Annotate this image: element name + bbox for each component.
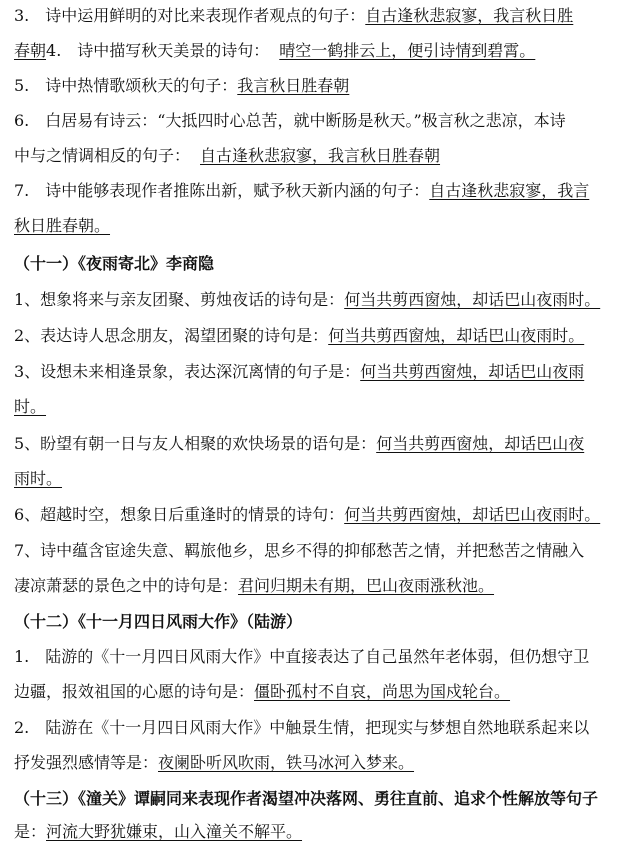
line-24: 是：河流大野犹嫌束，山入潼关不解平。 xyxy=(14,822,303,841)
line-5: 中与之情调相反的句子： 自古逢秋悲寂寥，我言秋日胜春朝 xyxy=(14,146,441,165)
answer: 晴空一鹤排云上，便引诗情到碧霄。 xyxy=(279,41,536,60)
line-3: 5. 诗中热情歌颂秋天的句子：我言秋日胜春朝 xyxy=(14,76,350,95)
line-7 xyxy=(14,214,632,240)
answer: 自古逢秋悲寂寥，我言秋日胜春朝 xyxy=(200,146,441,165)
line-10: 2、表达诗人思念朋友，渴望团聚的诗句是：何当共剪西窗烛，却话巴山夜雨时。 xyxy=(14,326,585,345)
line-1: 3. 诗中运用鲜明的对比来表现作者观点的句子：自古逢秋悲寂寥，我言秋日胜 xyxy=(14,6,574,25)
answer: 何当共剪西窗烛，却话巴山夜雨 xyxy=(360,362,585,381)
answer: 我言秋日胜春朝 xyxy=(237,76,350,95)
answer: 何当共剪西窗烛，却话巴山夜雨时。 xyxy=(344,290,601,309)
answer: 何当共剪西窗烛，却话巴山夜雨时。 xyxy=(344,505,601,524)
line-14 xyxy=(14,467,632,493)
answer: 何当共剪西窗烛，却话巴山夜雨时。 xyxy=(328,326,585,345)
line-21: 2. 陆游在《十一月四日风雨大作》中触景生情，把现实与梦想自然地联系起来以 xyxy=(14,718,590,737)
answer: 春朝 xyxy=(14,41,47,60)
line-4: 6. 白居易有诗云：“大抵四时心总苦，就中断肠是秋天。”极言秋之悲凉，本诗 xyxy=(14,111,566,130)
answer: 雨时。 xyxy=(14,469,63,488)
line-6: 7. 诗中能够表现作者推陈出新，赋予秋天新内涵的句子：自古逢秋悲寂寥，我言 xyxy=(14,181,590,200)
line-16: 7、诗中蕴含宦途失意、羁旅他乡，思乡不得的抑郁愁苦之情，并把愁苦之情融入 xyxy=(14,541,585,560)
section-heading-11: （十一）《夜雨寄北》李商隐 xyxy=(14,254,215,273)
line-20: 边疆，报效祖国的心愿的诗句是：僵卧孤村不自哀，尚思为国戍轮台。 xyxy=(14,682,511,701)
answer: 夜阑卧听风吹雨，铁马冰河入梦来。 xyxy=(158,753,415,772)
answer: 君问归期未有期，巴山夜雨涨秋池。 xyxy=(238,576,495,595)
line-19: 1. 陆游的《十一月四日风雨大作》中直接表达了自己虽然年老体弱，但仍想守卫 xyxy=(14,647,590,666)
line-22: 抒发强烈感情等是：夜阑卧听风吹雨，铁马冰河入梦来。 xyxy=(14,753,415,772)
answer: 何当共剪西窗烛，却话巴山夜 xyxy=(376,434,585,453)
section-heading-12: （十二）《十一月四日风雨大作》（陆游） xyxy=(14,612,303,631)
section-heading-13: （十三）《潼关》谭嗣同来表现作者渴望冲决落网、勇往直前、追求个性解放等句子 xyxy=(14,789,599,808)
answer: 河流大野犹嫌束，山入潼关不解平。 xyxy=(46,822,303,841)
line-17: 凄凉萧瑟的景色之中的诗句是：君问归期未有期，巴山夜雨涨秋池。 xyxy=(14,576,495,595)
answer: 秋日胜春朝。 xyxy=(14,216,111,235)
line-9: 1、想象将来与亲友团聚、剪烛夜话的诗句是：何当共剪西窗烛，却话巴山夜雨时。 xyxy=(14,290,601,309)
line-13: 5、盼望有朝一日与友人相聚的欢快场景的语句是：何当共剪西窗烛，却话巴山夜 xyxy=(14,434,585,453)
answer: 自古逢秋悲寂寥，我言 xyxy=(429,181,590,200)
answer: 僵卧孤村不自哀，尚思为国戍轮台。 xyxy=(254,682,511,701)
line-2: 春朝4. 诗中描写秋天美景的诗句： 晴空一鹤排云上，便引诗情到碧霄。 xyxy=(14,41,536,60)
line-15: 6、超越时空，想象日后重逢时的情景的诗句：何当共剪西窗烛，却话巴山夜雨时。 xyxy=(14,505,601,524)
line-11: 3、设想未来相逢景象，表达深沉离情的句子是：何当共剪西窗烛，却话巴山夜雨 xyxy=(14,362,585,381)
answer: 时。 xyxy=(14,397,47,416)
line-12 xyxy=(14,395,632,421)
answer: 自古逢秋悲寂寥，我言秋日胜 xyxy=(365,6,574,25)
